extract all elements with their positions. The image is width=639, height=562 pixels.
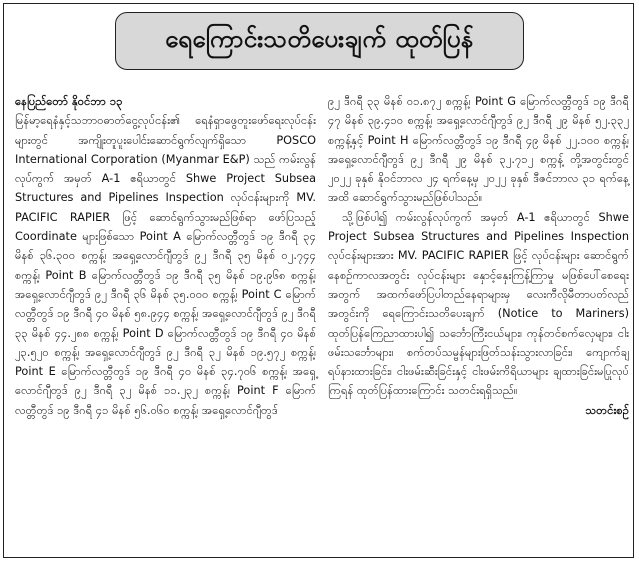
article-paragraph-1: မြန်မာ့ရေနံနှင့်သဘာဝဓာတ်ငွေ့လုပ်ငန်း၏ ရေနံရှာဖွေတူးဖော်ရေးလုပ်ငန်းများတွင် အကျိုးတူပူးပေါင်းဆောင်ရွက်လျက်ရှိသော POSCO International Corporation (Myanmar E&P) သည် ကမ်းလွန်လုပ်ကွက် အမှတ် A-1 ဧရိယာတွင် Shwe Project Subsea Structures and Pipelines Inspection လုပ်ငန်းများကို MV. PACIFIC RAPIER ဖြင့် ဆောင်ရွက်သွားမည်ဖြစ်ရာ ဖော်ပြသည့် Coordinate များဖြစ်သော Point A မြောက်လတ္တီတွဒ် ၁၉ ဒီဂရီ ၃၄ မိနစ် ၃၆.၃၀၀ စက္ကန့်၊ အရှေ့လောင်ဂျီတွဒ် ၉၂ ဒီဂရီ ၃၅ မိနစ် ၀၂.၇၄၄ စက္ကန့်၊ Point B မြောက်လတ္တီတွဒ် ၁၉ ဒီဂရီ ၃၅ မိနစ် ၁၉.၉၆၈ စက္ကန့်၊ အရှေ့လောင်ဂျီတွဒ် ၉၂ ဒီဂရီ ၃၆ မိနစ် ၃၅.၀၀၀ စက္ကန့်၊ Point C မြောက်လတ္တီတွဒ် ၁၉ ဒီဂရီ ၄၀ မိနစ် ၅၈.၉၄၄ စက္ကန့်၊ အရှေ့လောင်ဂျီတွဒ် ၉၂ ဒီဂရီ ၃၃ မိနစ် ၄၄.၂၈၈ စက္ကန့်၊ Point D မြောက်လတ္တီတွဒ် ၁၉ ဒီဂရီ ၄၀ မိနစ် ၂၃.၅၂၀ စက္ကန့်၊ အရှေ့လောင်ဂျီတွဒ် ၉၂ ဒီဂရီ ၃၂ မိနစ် ၁၉.၅၇၂ စက္ကန့်၊ Point E မြောက်လတ္တီတွဒ် ၁၉ ဒီဂရီ ၄၀ မိနစ် ၃၄.၇၀၆ စက္ကန့်၊ အရှေ့လောင်ဂျီတွဒ် ၉၂ ဒီဂရီ ၃၂ မိနစ် ၁၁.၂၃၂ စက္ကန့်၊ Point F မြောက်လတ္တီတွဒ် ၁၉ ဒီဂရီ ၄၁ မိနစ် ၅၆.၀၆၀ စက္ကန့်၊ အရှေ့လောင်ဂျီတွဒ် xyxy=(15,114,316,417)
article-paragraph-2: သို့ဖြစ်ပါ၍ ကမ်းလွန်လုပ်ကွက် အမှတ် A-1 ဧရိယာတွင် Shwe Project Subsea Structures and Pipelines Inspection လုပ်ငန်းများအား MV. PACIFIC RAPIER ဖြင့် လုပ်ငန်းများ ဆောင်ရွက်နေစဉ်ကာလအတွင်း လုပ်ငန်းများ နှောင့်နှေးကြန့်ကြာမှု မဖြစ်ပေါ်စေရေးအတွက် အထက်ဖော်ပြပါတည်နေရာများမှ လေးကီလိုမီတာပတ်လည်အတွင်းကို ရေကြောင်းသတိပေးချက် (Notice to Mariners) ထုတ်ပြန်ကြေညာထားပါ၍ သင်္ဘောကြီးငယ်များ၊ ကုန်တင်စက်လှေများ၊ ငါးဖမ်းသင်္ဘောများ၊ စက်တပ်သမ္ဗန်များဖြတ်သန်းသွားလာခြင်း၊ ကျောက်ချရပ်နားထားခြင်း၊ ငါးဖမ်းဆီးခြင်းနှင့် ငါးဖမ်းကိရိယာများ ချထားခြင်းမပြုလုပ်ကြရန် ထုတ်ပြန်ထားကြောင်း သတင်းရရှိသည်။ xyxy=(328,210,629,398)
headline: ရေကြောင်းသတိပေးချက် ထုတ်ပြန် xyxy=(165,25,474,53)
article-column-left xyxy=(15,92,316,420)
article-column-right xyxy=(328,92,629,420)
headline-box xyxy=(115,12,524,70)
byline: သတင်းစဉ် xyxy=(585,403,629,417)
dateline: နေပြည်တော် နိုဝင်ဘာ ၁၃ xyxy=(15,95,123,108)
article-paragraph-1-continued: ၉၂ ဒီဂရီ ၃၃ မိနစ် ၀၁.၈၇၂ စက္ကန့်၊ Point G မြောက်လတ္တီတွဒ် ၁၉ ဒီဂရီ ၄၇ မိနစ် ၃၉.၄၁၀ စက္ကန့်၊ အရှေ့လောင်ဂျီတွဒ် ၉၂ ဒီဂရီ ၂၉ မိနစ် ၅၂.၃၃၂ စက္ကန့်နှင့် Point H မြောက်လတ္တီတွဒ် ၁၉ ဒီဂရီ ၄၉ မိနစ် ၂၂.၁၀၀ စက္ကန့်၊ အရှေ့လောင်ဂျီတွဒ် ၉၂ ဒီဂရီ ၂၉ မိနစ် ၃၂.၇၁၂ စက္ကန့် တို့အတွင်းတွင် ၂၀၂၂ ခုနှစ် နိုဝင်ဘာလ ၂၄ ရက်နေ့မှ ၂၀၂၂ ခုနှစ် ဒီဇင်ဘာလ ၃၁ ရက်နေ့အထိ ဆောင်ရွက်သွားမည်ဖြစ်ပါသည်။ xyxy=(328,95,629,205)
